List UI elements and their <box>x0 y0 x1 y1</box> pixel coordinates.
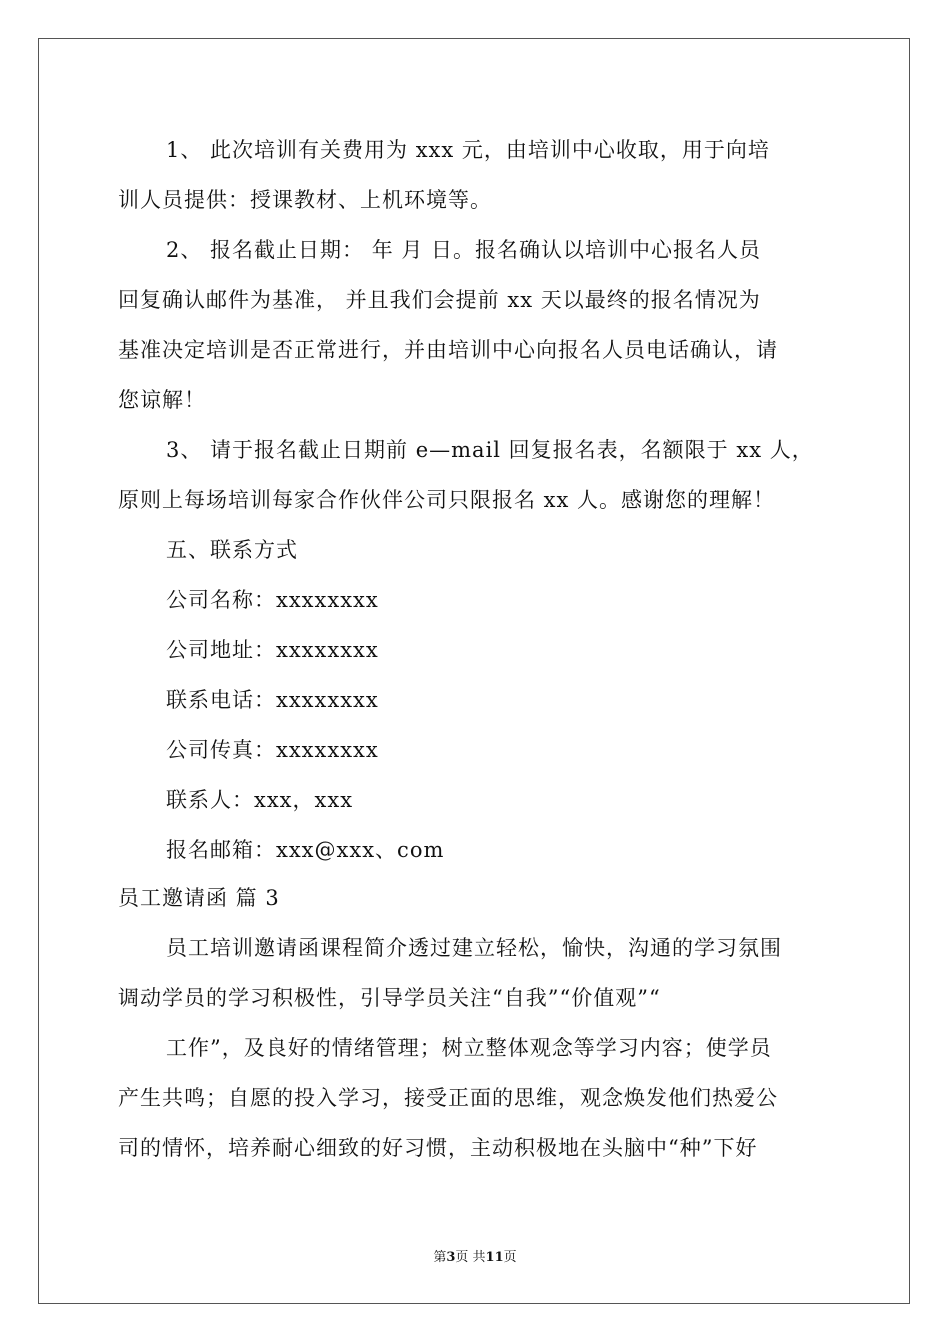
footer-mid: 页 共 <box>455 1250 486 1265</box>
paragraph-line: 2、 报名截止日期： 年 月 日。报名确认以培训中心报名人员 <box>166 238 762 262</box>
contact-person: 联系人：xxx，xxx <box>166 788 354 812</box>
footer-total-pages: 11 <box>485 1250 504 1265</box>
paragraph-line: 回复确认邮件为基准， 并且我们会提前 xx 天以最终的报名情况为 <box>118 288 761 312</box>
contact-email: 报名邮箱：xxx@xxx、com <box>166 838 445 862</box>
paragraph-line: 原则上每场培训每家合作伙伴公司只限报名 xx 人。感谢您的理解！ <box>118 488 776 512</box>
paragraph-line: 基准决定培训是否正常进行，并由培训中心向报名人员电话确认，请 <box>118 338 778 362</box>
paragraph-line: 产生共鸣；自愿的投入学习，接受正面的思维，观念焕发他们热爱公 <box>118 1086 778 1110</box>
footer-prefix: 第 <box>433 1250 447 1265</box>
paragraph-line: 1、 此次培训有关费用为 xxx 元，由培训中心收取，用于向培 <box>166 138 770 162</box>
footer-current-page: 3 <box>446 1250 456 1265</box>
page-border <box>38 38 910 1304</box>
page-footer <box>0 1246 950 1265</box>
paragraph-line: 员工培训邀请函课程简介透过建立轻松，愉快，沟通的学习氛围 <box>166 936 782 960</box>
paragraph-line: 训人员提供：授课教材、上机环境等。 <box>118 188 492 212</box>
contact-company-name: 公司名称：xxxxxxxx <box>166 588 379 612</box>
paragraph-line: 工作”，及良好的情绪管理；树立整体观念等学习内容；使学员 <box>166 1036 772 1060</box>
section-heading: 五、联系方式 <box>166 538 298 562</box>
paragraph-line: 3、 请于报名截止日期前 e—mail 回复报名表，名额限于 xx 人， <box>166 438 814 462</box>
paragraph-line: 您谅解！ <box>118 388 206 412</box>
paragraph-line: 司的情怀，培养耐心细致的好习惯，主动积极地在头脑中“种”下好 <box>118 1136 758 1160</box>
footer-suffix: 页 <box>503 1250 517 1265</box>
paragraph-line: 调动学员的学习积极性，引导学员关注“自我”“价值观”“ <box>118 986 661 1010</box>
article-title: 员工邀请函 篇 3 <box>118 886 280 910</box>
contact-company-address: 公司地址：xxxxxxxx <box>166 638 379 662</box>
contact-fax: 公司传真：xxxxxxxx <box>166 738 379 762</box>
contact-phone: 联系电话：xxxxxxxx <box>166 688 379 712</box>
